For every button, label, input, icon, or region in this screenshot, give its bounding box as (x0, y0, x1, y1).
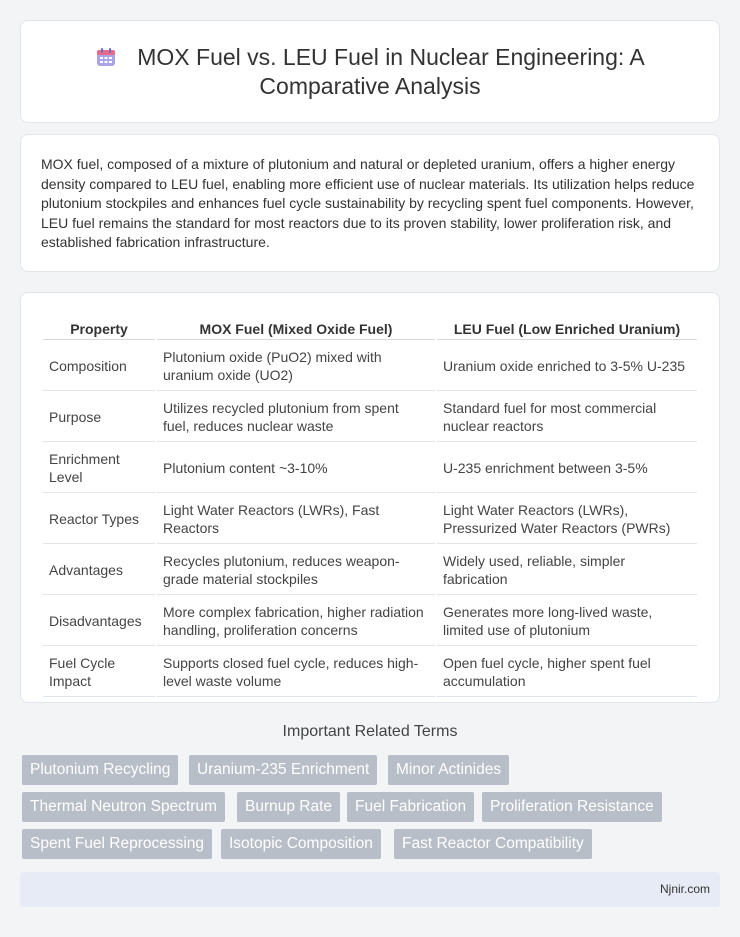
table-row (43, 648, 697, 697)
row-leu-value: Open fuel cycle, higher spent fuel accumulation (437, 648, 697, 697)
page-title (61, 43, 679, 101)
row-property: Fuel Cycle Impact (43, 648, 155, 697)
page-title-text: MOX Fuel vs. LEU Fuel in Nuclear Engineering: A Comparative Analysis (137, 43, 645, 99)
comparison-table-card (20, 292, 720, 703)
header-leu: LEU Fuel (Low Enriched Uranium) (437, 315, 697, 340)
row-mox-value: More complex fabrication, higher radiation handling, proliferation concerns (157, 597, 435, 646)
row-leu-value: U-235 enrichment between 3-5% (437, 444, 697, 493)
intro-paragraph: MOX fuel, composed of a mixture of plutonium and natural or depleted uranium, offers a higher energy density compared to LEU fuel, enabling more efficient use of nuclear materials. Its utilization helps reduce plutonium stockpiles and enhances fuel cycle sustainability by recycling spent fuel components. However, LEU fuel remains the standard for most reactors due to its proven stability, lower proliferation risk, and established fabrication infrastructure. (41, 156, 695, 250)
row-mox-value: Recycles plutonium, reduces weapon-grade material stockpiles (157, 546, 435, 595)
table-row (43, 444, 697, 493)
tag-proliferation-resistance[interactable]: Proliferation Resistance (482, 792, 662, 822)
row-property: Disadvantages (43, 597, 155, 646)
tag-fast-reactor-compatibility[interactable]: Fast Reactor Compatibility (394, 829, 592, 859)
row-leu-value: Light Water Reactors (LWRs), Pressurized Water Reactors (PWRs) (437, 495, 697, 544)
row-property: Advantages (43, 546, 155, 595)
row-mox-value: Plutonium content ~3-10% (157, 444, 435, 493)
intro-card (20, 134, 720, 272)
table-row (43, 546, 697, 595)
row-mox-value: Light Water Reactors (LWRs), Fast Reactors (157, 495, 435, 544)
row-mox-value: Utilizes recycled plutonium from spent fuel, reduces nuclear waste (157, 393, 435, 442)
tag-plutonium-recycling[interactable]: Plutonium Recycling (22, 755, 178, 785)
table-header-row (43, 315, 697, 340)
table-row (43, 342, 697, 391)
row-leu-value: Uranium oxide enriched to 3-5% U-235 (437, 342, 697, 391)
row-mox-value: Supports closed fuel cycle, reduces high-level waste volume (157, 648, 435, 697)
calendar-icon (95, 46, 117, 68)
table-row (43, 495, 697, 544)
row-property: Composition (43, 342, 155, 391)
header-mox: MOX Fuel (Mixed Oxide Fuel) (157, 315, 435, 340)
table-row (43, 597, 697, 646)
row-leu-value: Standard fuel for most commercial nuclear reactors (437, 393, 697, 442)
tag-isotopic-composition[interactable]: Isotopic Composition (221, 829, 381, 859)
tag-uranium-235-enrichment[interactable]: Uranium-235 Enrichment (189, 755, 377, 785)
comparison-table (41, 313, 699, 699)
tag-burnup-rate[interactable]: Burnup Rate (237, 792, 340, 822)
tag-thermal-neutron-spectrum[interactable]: Thermal Neutron Spectrum (22, 792, 225, 822)
table-row (43, 393, 697, 442)
row-property: Purpose (43, 393, 155, 442)
related-terms-title: Important Related Terms (282, 723, 458, 740)
row-leu-value: Generates more long-lived waste, limited use of plutonium (437, 597, 697, 646)
header-card (20, 20, 720, 123)
footer (20, 872, 720, 907)
row-leu-value: Widely used, reliable, simpler fabrication (437, 546, 697, 595)
row-mox-value: Plutonium oxide (PuO2) mixed with uranium oxide (UO2) (157, 342, 435, 391)
tag-spent-fuel-reprocessing[interactable]: Spent Fuel Reprocessing (22, 829, 212, 859)
footer-source[interactable]: Njnir.com (659, 882, 710, 896)
row-property: Enrichment Level (43, 444, 155, 493)
tag-minor-actinides[interactable]: Minor Actinides (388, 755, 509, 785)
header-property: Property (43, 315, 155, 340)
tag-fuel-fabrication[interactable]: Fuel Fabrication (347, 792, 474, 822)
row-property: Reactor Types (43, 495, 155, 544)
